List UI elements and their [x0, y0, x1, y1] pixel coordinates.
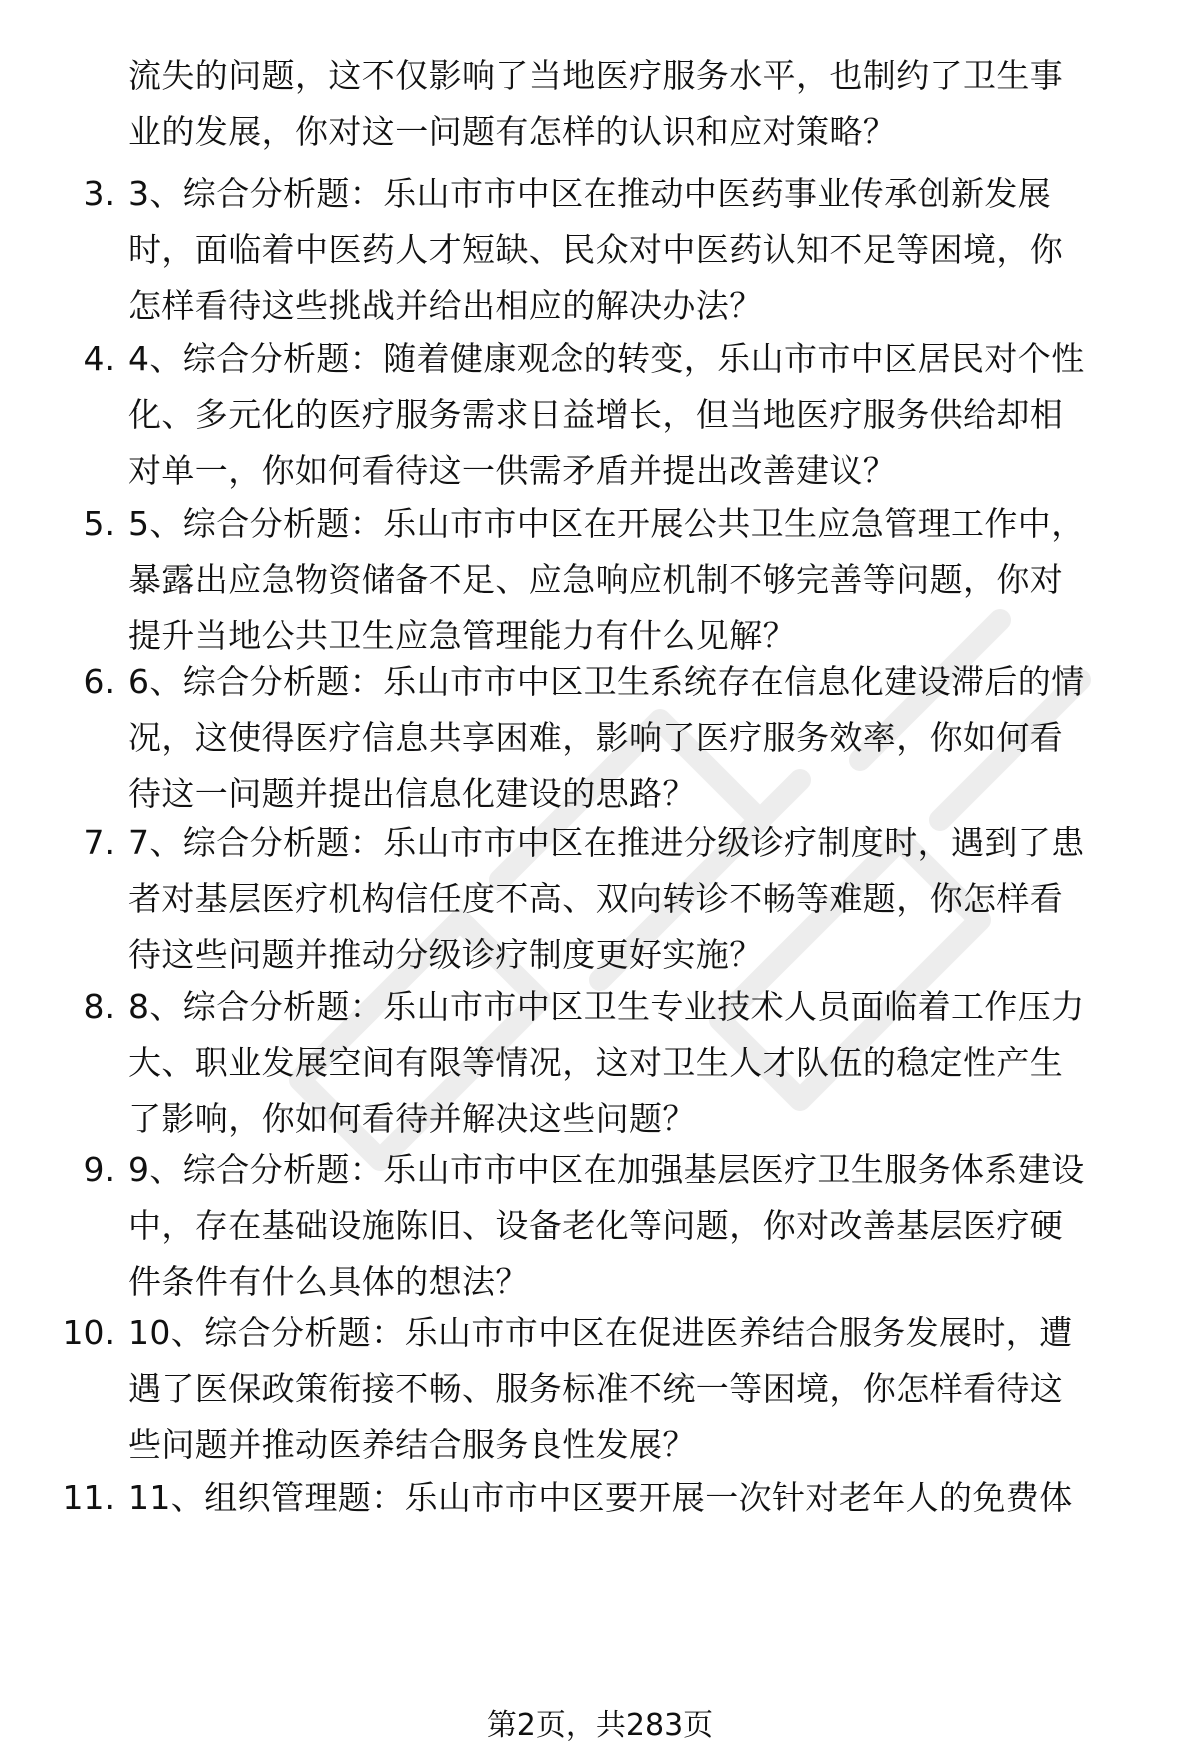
list-item-text: [128, 1470, 1168, 1526]
list-item-text: [128, 496, 1168, 664]
text-line: 8、综合分析题：乐山市市中区卫生专业技术人员面临着工作压力: [128, 987, 1085, 1026]
list-item-number: 5.: [83, 504, 115, 543]
text-line: 时，面临着中医药人才短缺、民众对中医药认知不足等困境，你: [128, 230, 1064, 269]
text-line: 中，存在基础设施陈旧、设备老化等问题，你对改善基层医疗硬: [128, 1206, 1064, 1245]
text-line: 业的发展，你对这一问题有怎样的认识和应对策略？: [128, 112, 897, 151]
list-item-text: [128, 1142, 1168, 1310]
list-item-text: [128, 815, 1168, 983]
text-line: 待这一问题并提出信息化建设的思路？: [128, 774, 696, 813]
text-line: 遇了医保政策衔接不畅、服务标准不统一等困境，你怎样看待这: [128, 1369, 1064, 1408]
list-item-number: 7.: [83, 823, 115, 862]
text-line: 9、综合分析题：乐山市市中区在加强基层医疗卫生服务体系建设: [128, 1150, 1085, 1189]
text-line: 流失的问题，这不仅影响了当地医疗服务水平，也制约了卫生事: [128, 56, 1064, 95]
list-item-number: 9.: [83, 1150, 115, 1189]
text-line: 件条件有什么具体的想法？: [128, 1262, 529, 1301]
text-line: 况，这使得医疗信息共享困难，影响了医疗服务效率，你如何看: [128, 718, 1064, 757]
text-line: 对单一，你如何看待这一供需矛盾并提出改善建议？: [128, 451, 897, 490]
text-line: 6、综合分析题：乐山市市中区卫生系统存在信息化建设滞后的情: [128, 662, 1085, 701]
list-item-number: 11.: [62, 1478, 115, 1517]
text-line: 11、组织管理题：乐山市市中区要开展一次针对老年人的免费体: [128, 1478, 1073, 1517]
list-item-number: 3.: [83, 174, 115, 213]
text-line: 待这些问题并推动分级诊疗制度更好实施？: [128, 935, 763, 974]
text-line: 化、多元化的医疗服务需求日益增长，但当地医疗服务供给却相: [128, 395, 1064, 434]
text-line: 者对基层医疗机构信任度不高、双向转诊不畅等难题，你怎样看: [128, 879, 1064, 918]
text-line: 了影响，你如何看待并解决这些问题？: [128, 1099, 696, 1138]
list-item-number: 8.: [83, 987, 115, 1026]
page-number-footer: 第2页，共283页: [486, 1708, 714, 1743]
text-line: 5、综合分析题：乐山市市中区在开展公共卫生应急管理工作中，: [128, 504, 1085, 543]
list-item-number: 6.: [83, 662, 115, 701]
text-line: 4、综合分析题：随着健康观念的转变，乐山市市中区居民对个性: [128, 339, 1085, 378]
text-line: 大、职业发展空间有限等情况，这对卫生人才队伍的稳定性产生: [128, 1043, 1064, 1082]
list-item-text: [128, 1305, 1168, 1473]
list-item-text: [128, 331, 1168, 499]
intro-text: [128, 48, 1168, 160]
text-line: 3、综合分析题：乐山市市中区在推动中医药事业传承创新发展: [128, 174, 1052, 213]
text-line: 7、综合分析题：乐山市市中区在推进分级诊疗制度时，遇到了患: [128, 823, 1085, 862]
list-item-text: [128, 166, 1168, 334]
text-line: 提升当地公共卫生应急管理能力有什么见解？: [128, 616, 796, 655]
text-line: 10、综合分析题：乐山市市中区在促进医养结合服务发展时，遭: [128, 1313, 1073, 1352]
list-item-text: [128, 979, 1168, 1147]
list-item-text: [128, 654, 1168, 822]
text-line: 些问题并推动医养结合服务良性发展？: [128, 1425, 696, 1464]
list-item-number: 4.: [83, 339, 115, 378]
list-item-number: 10.: [62, 1313, 115, 1352]
text-line: 暴露出应急物资储备不足、应急响应机制不够完善等问题，你对: [128, 560, 1064, 599]
text-line: 怎样看待这些挑战并给出相应的解决办法？: [128, 286, 763, 325]
